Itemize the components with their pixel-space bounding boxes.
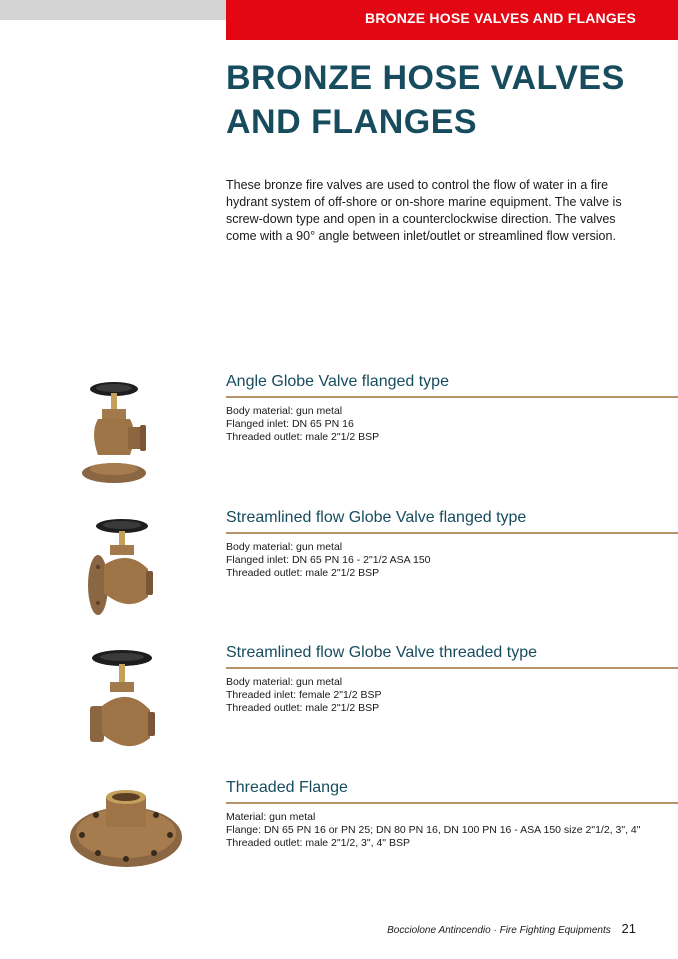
product-title: Streamlined flow Globe Valve flanged type xyxy=(226,509,527,526)
page-title xyxy=(226,56,646,144)
header-red-band xyxy=(226,0,678,40)
page-title-line2: AND FLANGES xyxy=(226,103,478,141)
spec-line: Flanged inlet: DN 65 PN 16 - 2"1/2 ASA 150 xyxy=(226,554,431,566)
footer-text: Bocciolone Antincendio · Fire Fighting Equipments xyxy=(387,925,611,936)
spec-line: Threaded outlet: male 2"1/2 BSP xyxy=(226,431,380,443)
spec-line: Flanged inlet: DN 65 PN 16 xyxy=(226,418,354,430)
product-divider xyxy=(226,802,678,804)
product-specs xyxy=(226,405,646,444)
product-divider xyxy=(226,532,678,534)
product-specs xyxy=(226,811,646,850)
threaded-flange-icon xyxy=(68,787,188,873)
spec-line: Flange: DN 65 PN 16 or PN 25; DN 80 PN 16, DN 100 PN 16 - ASA 150 size 2"1/2, 3", 4" xyxy=(226,824,641,836)
page-footer xyxy=(387,921,636,936)
product-title: Angle Globe Valve flanged type xyxy=(226,373,449,390)
header-band-text: BRONZE HOSE VALVES AND FLANGES xyxy=(365,10,636,26)
angle-globe-valve-flanged-icon xyxy=(64,377,164,489)
spec-line: Threaded outlet: male 2"1/2 BSP xyxy=(226,567,380,579)
spec-line: Threaded outlet: male 2"1/2 BSP xyxy=(226,702,380,714)
product-divider xyxy=(226,396,678,398)
spec-line: Body material: gun metal xyxy=(226,405,343,417)
product-specs xyxy=(226,541,646,580)
product-title: Threaded Flange xyxy=(226,779,348,796)
product-specs xyxy=(226,676,646,715)
spec-line: Material: gun metal xyxy=(226,811,316,823)
page-number: 21 xyxy=(621,921,636,936)
header-grey-band xyxy=(0,0,226,20)
intro-paragraph: These bronze fire valves are used to control the flow of water in a fire hydrant system of off-shore or on-shore marine equipment. The valve is screw-down type and open in a counterclockwise direction. The valves come with a 90° angle between inlet/outlet or streamlined flow version. xyxy=(226,178,622,243)
page-title-line1: BRONZE HOSE VALVES xyxy=(226,59,625,97)
streamlined-globe-valve-threaded-icon xyxy=(64,646,164,756)
product-title: Streamlined flow Globe Valve threaded type xyxy=(226,644,537,661)
product-divider xyxy=(226,667,678,669)
spec-line: Body material: gun metal xyxy=(226,541,343,553)
spec-line: Body material: gun metal xyxy=(226,676,343,688)
spec-line: Threaded outlet: male 2"1/2, 3", 4" BSP xyxy=(226,837,410,849)
spec-line: Threaded inlet: female 2"1/2 BSP xyxy=(226,689,382,701)
streamlined-globe-valve-flanged-icon xyxy=(64,517,164,623)
